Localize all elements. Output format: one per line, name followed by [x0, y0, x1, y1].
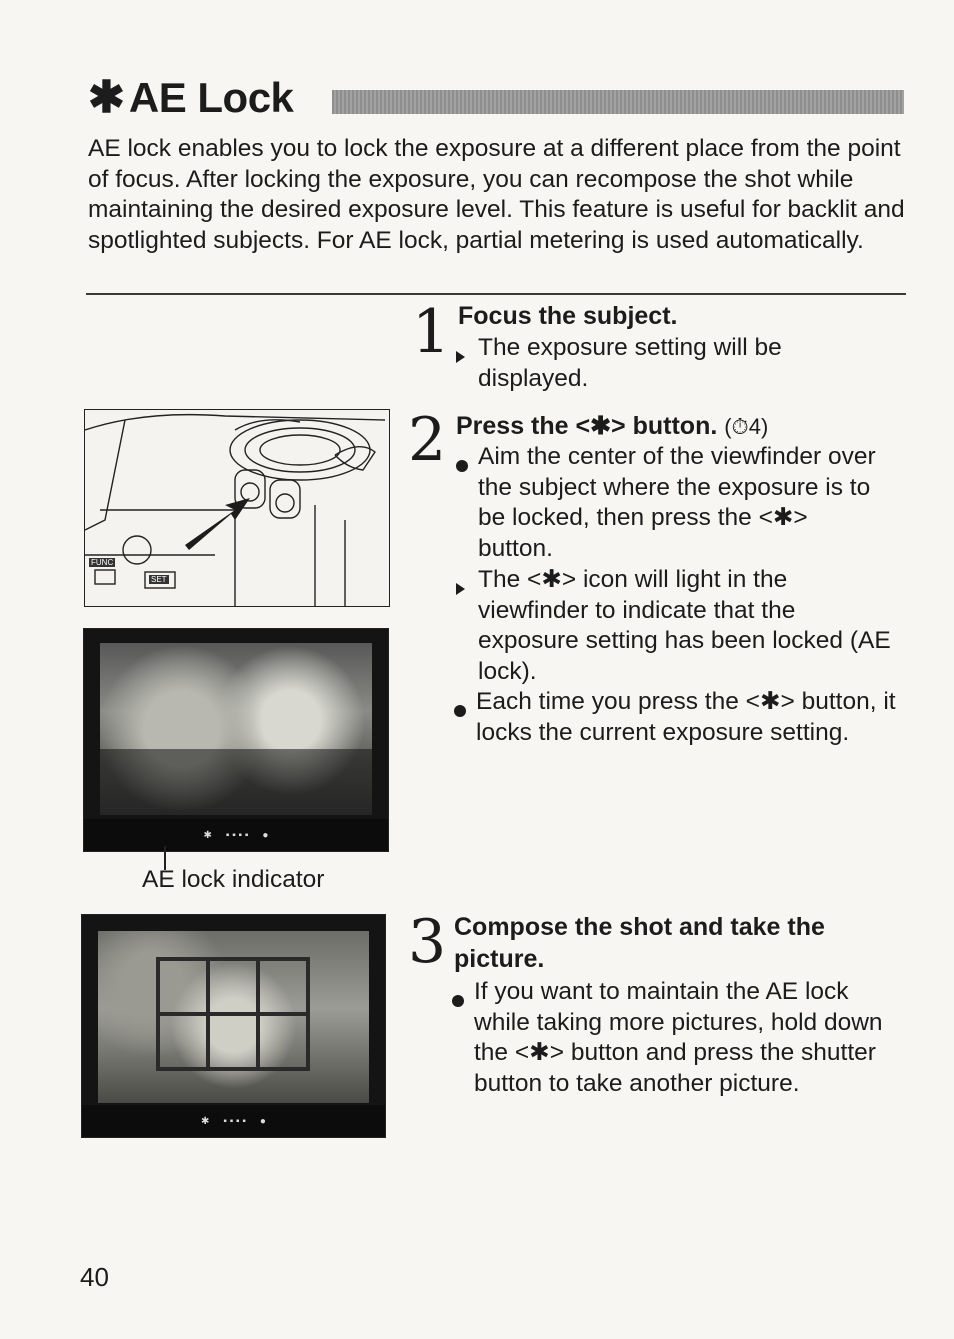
ae-lock-indicator-icon: ✱: [201, 1115, 210, 1127]
dot-bullet-icon: [452, 995, 464, 1007]
page-reference: (⏱4): [724, 414, 769, 439]
viewfinder-ae-lock-view: [83, 628, 389, 852]
window-frame-drawing: [98, 931, 369, 1103]
set-button-label: SET: [151, 575, 167, 584]
title-bar-decoration: [332, 90, 904, 114]
step-2-item-2: The <✱> icon will light in the viewfinder to indicate that the exposure setting has been locked (AE lock).: [478, 565, 893, 687]
dot-bullet-icon: [454, 705, 466, 717]
step-2-item-3: Each time you press the <✱> button, it locks the current exposure setting.: [476, 687, 906, 748]
step-3-item-1: If you want to maintain the AE lock while taking more pictures, hold down the <✱> button and press the shutter button to take another picture.: [474, 977, 894, 1099]
step-2-number: 2: [408, 405, 447, 475]
section-title: [88, 72, 293, 124]
step-2-item-1: Aim the center of the viewfinder over the subject where the exposure is to be locked, then press the <✱> button.: [478, 442, 888, 564]
viewfinder-shadow: [100, 749, 372, 815]
viewfinder-info-strip: ✱ ▪ ▪ ▪ ▪ ●: [84, 819, 388, 851]
step-2-heading: Press the <✱> button. (⏱4): [456, 412, 769, 440]
step-1-heading: Focus the subject.: [458, 302, 678, 330]
ae-lock-indicator-caption: AE lock indicator: [142, 866, 325, 893]
ae-lock-star-icon: ✱: [88, 73, 125, 122]
intro-paragraph: AE lock enables you to lock the exposure at a different place from the point of focus. After locking the exposure, you can recompose the shot while maintaining the desired exposure level. This feature is useful for backlit and spotlighted subjects. For AE lock, partial metering is used automatically.: [88, 135, 905, 254]
camera-back-illustration: [84, 409, 390, 607]
ae-lock-indicator-icon: ✱: [203, 829, 212, 841]
step-3-heading: Compose the shot and take the picture.: [454, 913, 825, 973]
divider: [86, 293, 906, 295]
func-button-label: FUNC: [91, 558, 114, 567]
viewfinder-info-strip: ✱ ▪ ▪ ▪ ▪ ●: [82, 1105, 385, 1137]
step-1-number: 1: [412, 297, 451, 367]
triangle-bullet-icon: [456, 351, 465, 363]
camera-drawing: [85, 410, 389, 606]
triangle-bullet-icon: [456, 583, 465, 595]
page-title: AE Lock: [128, 74, 294, 121]
step-3-number: 3: [408, 907, 447, 977]
dot-bullet-icon: [456, 460, 468, 472]
step-1-item-1: The exposure setting will be displayed.: [478, 333, 878, 394]
page-number: 40: [80, 1262, 109, 1292]
viewfinder-recomposed-view: [81, 914, 386, 1138]
